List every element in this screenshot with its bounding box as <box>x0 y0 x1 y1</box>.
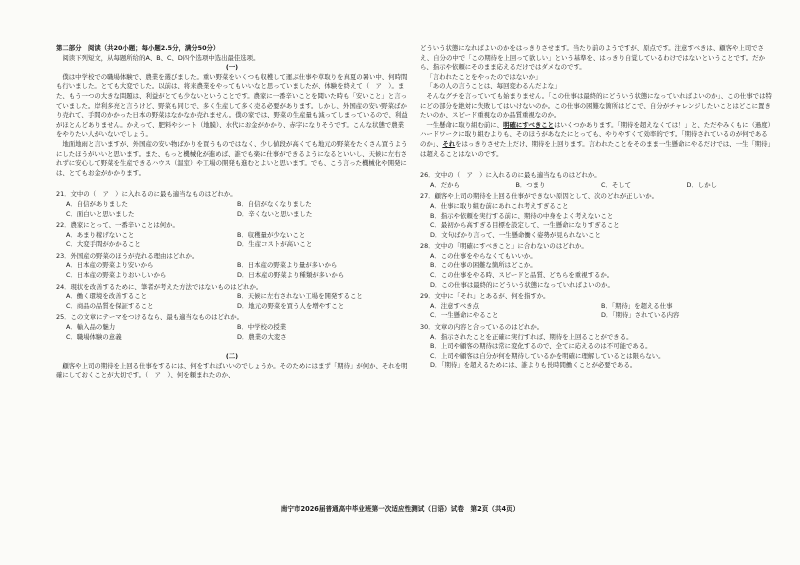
question-stem: 29．文中に「それ」とあるが、何を指すか。 <box>420 292 550 301</box>
question-22 <box>56 221 408 250</box>
option-b[interactable]: B．中学校の授業 <box>237 323 287 332</box>
options <box>56 261 408 280</box>
question-stem: 28．文中の「明確にすべきこと」に合わないのはどれか。 <box>420 242 588 251</box>
option-b[interactable]: B．収穫量が少ないこと <box>237 230 306 239</box>
option-b[interactable]: B．「期待」を超える仕事 <box>601 301 673 310</box>
option-a[interactable]: A．自信がありました <box>66 199 128 208</box>
passage2-quote-2: 「あの人の言うことは、毎回変わるんだよな」 <box>426 82 561 91</box>
option-c[interactable]: C．一生懸命にやること <box>430 311 499 320</box>
question-stem: 22．農家にとって、一番辛いことは何か。 <box>56 221 179 230</box>
options <box>420 202 772 240</box>
option-c[interactable]: C．面白いと思いました <box>66 209 135 218</box>
passage2-marker: (二) <box>225 352 239 361</box>
option-a[interactable]: A．日本産の野菜より安いから <box>66 261 154 270</box>
option-b[interactable]: B．この仕事の困難な箇所はどこか。 <box>430 261 537 270</box>
option-a[interactable]: A．この仕事をやらなくてもいいか。 <box>430 251 537 260</box>
option-c[interactable]: C．この仕事をやる時、スピードと品質、どちらを重視するか。 <box>430 271 614 280</box>
underlined-phrase-1: 明確にすべきこと <box>503 120 555 129</box>
option-d[interactable]: D．文句ばかり言って、一生懸命働く姿勢が見られないこと <box>430 230 601 239</box>
option-c[interactable]: C．日本産の野菜よりおいしいから <box>66 271 167 280</box>
question-stem: 24．現状を改善するために、筆者が考えた方法ではないものはどれか。 <box>56 282 263 291</box>
option-a[interactable]: A．仕事に取り組む前にあれこれ考えすぎること <box>430 201 569 210</box>
passage1-paragraph-1: 僕は中学校での職場体験で、農業を選びました。重い野菜をいくつも収穫して運ぶ仕事や草取りを真夏の暑い中、何時間も行いました。とても大変でした。以前は、将来農業をやってもいいなと思っていましたが、体験を終えて（ ア ）。また、もう一つの大きな問題は、利益がとても少ないということです。農家に一番辛いことを聞いた時も「安いこと」と言っていました。岸利多亮と言うけど、野菜も同じで、多く生産して多く売る必要があります。しかし、外国産の安い野菜ばかり売れて、手間のかかった日本の野菜はなかなか売れません。僕の家では、野菜の生産量も減ってしまっているので、利益がほとんどありません。かえって、肥料やシート（地膜）、水代にお金がかかり、赤字になりそうです。こんな状態で農業をやりたい人がいないでしょう。 <box>56 72 408 139</box>
option-b[interactable]: B．天候に左右されない工場を開発すること <box>237 292 363 301</box>
question-23 <box>56 252 408 281</box>
question-stem: 23．外国産の野菜のほうが売れる理由はどれか。 <box>56 251 199 260</box>
question-stem: 26．文中の（ ア ）に入れるのに最も適当なものはどれか。 <box>420 171 601 180</box>
option-c[interactable]: C．上司や顧客は自分が何を期待しているかを明確に理解しているとは限らない。 <box>430 351 665 360</box>
passage2-paragraph-2: そんなグチを言っていても始まりません。「この仕事は最終的にどういう状態になっていればよいのか」、この仕事では特にどの部分を絶対に失敗してはいけないのか。この仕事の困難な箇所はどこで、自分がチャレンジしたいことはどこに置きたいのか、スピード重視なのか品質重視なのか。 <box>420 91 772 120</box>
option-c[interactable]: C．商品の品質を保証すること <box>66 301 154 310</box>
question-29 <box>420 292 772 321</box>
option-a[interactable]: A．注意すべき点 <box>430 301 479 310</box>
question-25 <box>56 313 408 342</box>
question-21 <box>56 190 408 219</box>
option-d[interactable]: D．しかし <box>686 180 717 189</box>
option-b[interactable]: B．指示や依頼を実行する前に、期待の中身をよく考えないこと <box>430 211 614 220</box>
option-c[interactable]: C．大変手間がかかること <box>66 240 141 249</box>
options <box>420 181 772 191</box>
passage2-intro: 顧客や上司の期待を上回る仕事をするには、何をすればいいのでしょうか。そのためにはまず「期待」が何か、それを明確にしておくことが大切です。（ ア ）、何を頼まれたのか、 <box>56 361 408 380</box>
options <box>56 323 408 342</box>
section-title: 第二部分 阅读（共20小题；每小题2.5分，满分50分） <box>56 44 220 52</box>
option-a[interactable]: A．働く環境を改善すること <box>66 292 148 301</box>
right-column <box>420 44 772 371</box>
passage1-marker: (一) <box>225 63 239 72</box>
option-d[interactable]: D．日本産の野菜より種類が多いから <box>237 271 345 280</box>
question-stem: 27．顧客や上司の期待を上回る仕事ができない原因として、次のどれが正しいか。 <box>420 192 659 201</box>
option-d[interactable]: D．「期待」を超えるためには、誰よりも長時間働くことが必要である。 <box>430 361 637 370</box>
option-b[interactable]: B．日本産の野菜より量が多いから <box>237 261 338 270</box>
passage2-continuation: どういう状態になればよいのかをはっきりさせます。当たり前のようですが、原点です。注意すべきは、顧客や上司でさえ、自分の中で「この期待を上回って欲しい」という基準を、はっきり自覚しているわけではないということです。だから、指示や依頼にそのまま応えるだけではダメなのです。 <box>420 44 765 72</box>
question-28 <box>420 242 772 290</box>
options <box>56 292 408 311</box>
para3-after: はいくつかあります。「期待を超えなくては！」と、ただやみくもに（過度）ハードワークに取り組むよりも、そのほうがあなたにとっても、やりやすくて効率的です。「期待されているのが何であるのか」、 <box>420 120 771 148</box>
option-c[interactable]: C．職場体験の意義 <box>66 332 122 341</box>
option-d[interactable]: D．生産コストが高いこと <box>237 240 313 249</box>
options <box>420 302 772 321</box>
options <box>56 200 408 219</box>
options <box>420 333 772 371</box>
passage1-paragraph-2: 地面地雨と言いますが、外国産の安い物ばかりを買うものではなく、少し値段が高くても地元の野菜をたくさん買うようにしたほうがいいと思います。また、もっと機械化が進めば、誰でも楽に仕事ができるようになるといいし、天候に左右されずに安心して野菜を生産できるハウス（温室）や工場の開発も進むとよいと思います。でも、こう言った機械化や開発には、とてもお金がかかります。 <box>56 139 408 177</box>
question-stem: 30．文章の内容と合っているのはどれか。 <box>420 323 544 332</box>
option-b[interactable]: B．自信がなくなりました <box>237 199 312 208</box>
option-c[interactable]: C．そして <box>601 180 632 189</box>
option-c[interactable]: C．最初から高すぎる目標を設定して、一生懸命になりすぎること <box>430 221 620 230</box>
option-b[interactable]: B．つまり <box>515 180 546 189</box>
option-a[interactable]: A．だから <box>430 180 460 189</box>
page-footer: 南宁市2026届普通高中毕业班第一次适应性测试（日语）试卷 第2页（共4页） <box>280 505 520 513</box>
question-24 <box>56 283 408 312</box>
question-stem: 25．この文章にテーマをつけるなら、最も適当なものはどれか。 <box>56 313 244 322</box>
question-26 <box>420 171 772 190</box>
option-a[interactable]: A．指示されたことを正確に実行すれば、期待を上回ることができる。 <box>430 332 633 341</box>
option-d[interactable]: D．地元の野菜を買う人を増やすこと <box>237 301 345 310</box>
passage2-quote-1: 「言われたことをやったのではないか」 <box>426 72 542 81</box>
option-d[interactable]: D．農業の大変さ <box>237 332 287 341</box>
options <box>56 231 408 250</box>
question-30 <box>420 323 772 371</box>
options <box>420 252 772 290</box>
para3-before: 一生懸命に取り組む前に、 <box>426 120 504 129</box>
para3-after-2: をはっきりさせた上だけ、期待を上回ります。言われたことをそのまま一生懸命にやるだけでは、一生「期待」は超えることはないのです。 <box>420 139 771 158</box>
option-a[interactable]: A．あまり稼げないこと <box>66 230 135 239</box>
option-d[interactable]: D．この仕事は最終的にどういう状態になっていればよいのか。 <box>430 280 614 289</box>
option-a[interactable]: A．輸入品の魅力 <box>66 323 116 332</box>
question-stem: 21．文中の（ ア ）に入れるのに最も適当なものはどれか。 <box>56 190 237 199</box>
option-d[interactable]: D．辛くないと思いました <box>237 209 313 218</box>
underlined-phrase-2: それ <box>442 139 456 148</box>
section-instruction: 阅读下列短文，从每题所给的A、B、C、D四个选项中选出最佳选项。 <box>62 53 260 62</box>
option-b[interactable]: B．上司や顧客の期待は常に変化するので、全てに応えるのは不可能である。 <box>430 342 652 351</box>
left-column <box>56 44 408 381</box>
option-d[interactable]: D．「期待」されている内容 <box>601 311 680 320</box>
passage2-paragraph-3 <box>420 121 772 159</box>
question-27 <box>420 192 772 240</box>
